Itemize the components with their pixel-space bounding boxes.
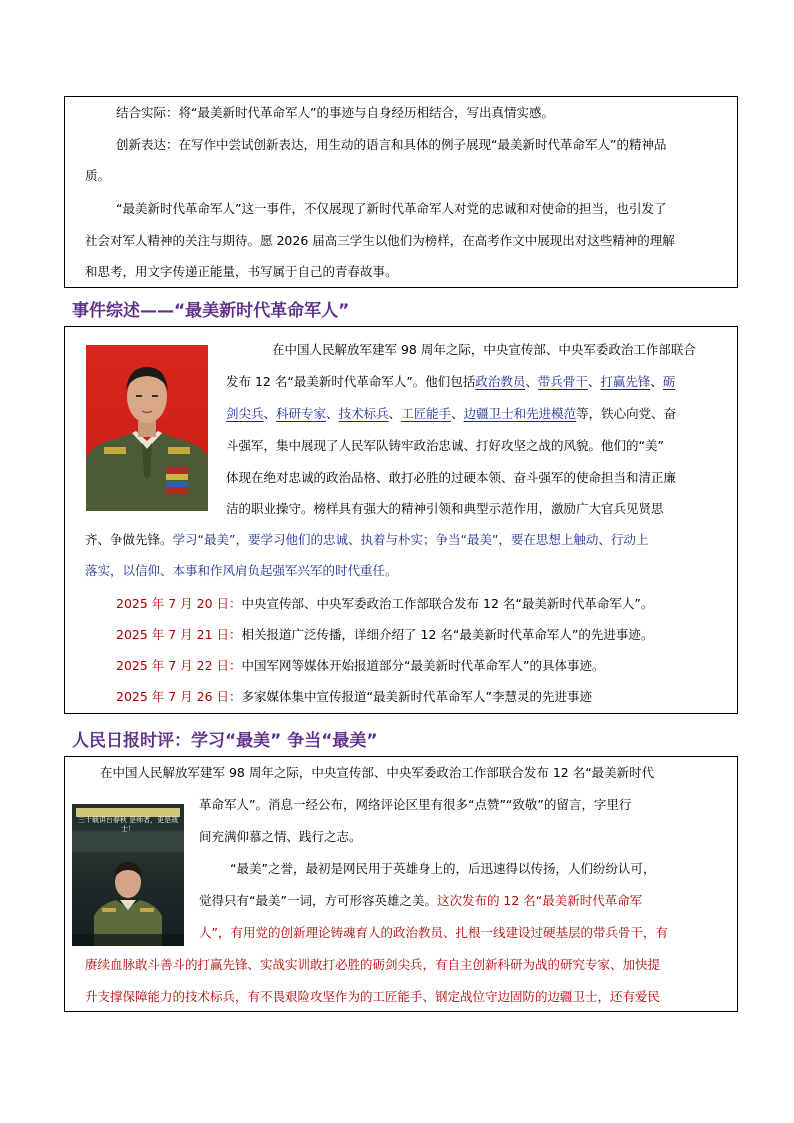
intro-line-3: 质。 bbox=[85, 168, 111, 183]
video-still-photo bbox=[72, 804, 184, 946]
intro-line-6: 和思考，用文字传递正能量，书写属于自己的青春故事。 bbox=[85, 264, 398, 279]
commentary-line-4: “最美”之誉，最初是网民用于英雄身上的，后迅速得以传扬，人们纷纷认可， bbox=[230, 861, 656, 876]
commentary-line-5: 觉得只有“最美”一词，方可形容英雄之美。这次发布的 12 名“最美新时代革命军 bbox=[199, 893, 643, 908]
summary-line-1: 在中国人民解放军建军 98 周年之际，中央宣传部、中央军委政治工作部联合 bbox=[272, 342, 696, 357]
commentary-box bbox=[64, 756, 738, 1012]
commentary-line-8: 升支撑保障能力的技术标兵，有不畏艰险攻坚作为的工匠能手、钢定战位守边固防的边疆卫士，还有爱民 bbox=[85, 989, 661, 1004]
summary-line-6: 洁的职业操守。榜样具有强大的精神引领和典型示范作用，激励广大官兵见贤思 bbox=[226, 501, 664, 516]
summary-line-2: 发布 12 名“最美新时代革命军人”。他们包括政治教员、带兵骨干、打赢先锋、砺 bbox=[226, 374, 676, 389]
summary-line-3: 剑尖兵、科研专家、技术标兵、工匠能手、边疆卫士和先进模范等，铁心向党、奋 bbox=[226, 406, 677, 421]
summary-line-8: 落实，以信仰、本事和作风肩负起强军兴军的时代重任。 bbox=[85, 563, 398, 578]
summary-line-5: 体现在绝对忠诚的政治品格、敢打必胜的过硬本领、奋斗强军的使命担当和清正廉 bbox=[226, 470, 677, 485]
intro-line-5: 社会对军人精神的关注与期待。愿 2026 届高三学生以他们为榜样，在高考作文中展现出对这些精神的理解 bbox=[85, 233, 675, 248]
timeline-item: 2025 年 7 月 26 日：多家媒体集中宣传报道“最美新时代革命军人”李慧灵的先进事迹 bbox=[116, 689, 592, 704]
intro-line-4: “最美新时代革命军人”这一事件，不仅展现了新时代革命军人对党的忠诚和对使命的担当，也引发了 bbox=[116, 201, 667, 216]
commentary-line-3: 间充满仰慕之情、践行之志。 bbox=[199, 829, 362, 844]
soldier-portrait-icon bbox=[86, 345, 208, 511]
commentary-line-7: 赓续血脉敢斗善斗的打赢先锋、实战实训敢打必胜的砺剑尖兵，有自主创新科研为战的研究专家、加快提 bbox=[85, 957, 661, 972]
commentary-line-6: 人”，有用党的创新理论铸魂育人的政治教员、扎根一线建设过硬基层的带兵骨干，有 bbox=[199, 925, 668, 940]
section-heading-commentary: 人民日报时评：学习“最美” 争当“最美” bbox=[72, 731, 378, 751]
intro-box bbox=[64, 96, 738, 288]
intro-line-1: 结合实际：将“最美新时代革命军人”的事迹与自身经历相结合，写出真情实感。 bbox=[116, 105, 554, 120]
timeline-item: 2025 年 7 月 22 日：中国军网等媒体开始报道部分“最美新时代革命军人”的具体事迹。 bbox=[116, 658, 605, 673]
commentary-line-1: 在中国人民解放军建军 98 周年之际，中央宣传部、中央军委政治工作部联合发布 12 名“最美新时代 bbox=[100, 765, 655, 780]
intro-line-2: 创新表达：在写作中尝试创新表达，用生动的语言和具体的例子展现“最美新时代革命军人”的精神品 bbox=[116, 137, 667, 152]
timeline-item: 2025 年 7 月 21 日：相关报道广泛传播，详细介绍了 12 名“最美新时代革命军人”的先进事迹。 bbox=[116, 627, 654, 642]
video-caption: 三十载讲台春秋 是师者，更是战士！ bbox=[77, 816, 179, 833]
commentary-line-2: 革命军人”。消息一经公布，网络评论区里有很多“点赞”“致敬”的留言，字里行 bbox=[199, 797, 632, 812]
summary-line-4: 斗强军，集中展现了人民军队铸牢政治忠诚、打好攻坚之战的风貌。他们的“美” bbox=[226, 438, 664, 453]
summary-line-7: 齐、争做先锋。学习“最美”，要学习他们的忠诚、执着与朴实；争当“最美”，要在思想上触动、行动上 bbox=[85, 532, 649, 547]
event-summary-box bbox=[64, 326, 738, 714]
soldier-portrait-photo bbox=[86, 345, 208, 511]
timeline-item: 2025 年 7 月 20 日：中央宣传部、中央军委政治工作部联合发布 12 名“最美新时代革命军人”。 bbox=[116, 596, 654, 611]
section-heading-event-summary: 事件综述——“最美新时代革命军人” bbox=[72, 301, 350, 321]
